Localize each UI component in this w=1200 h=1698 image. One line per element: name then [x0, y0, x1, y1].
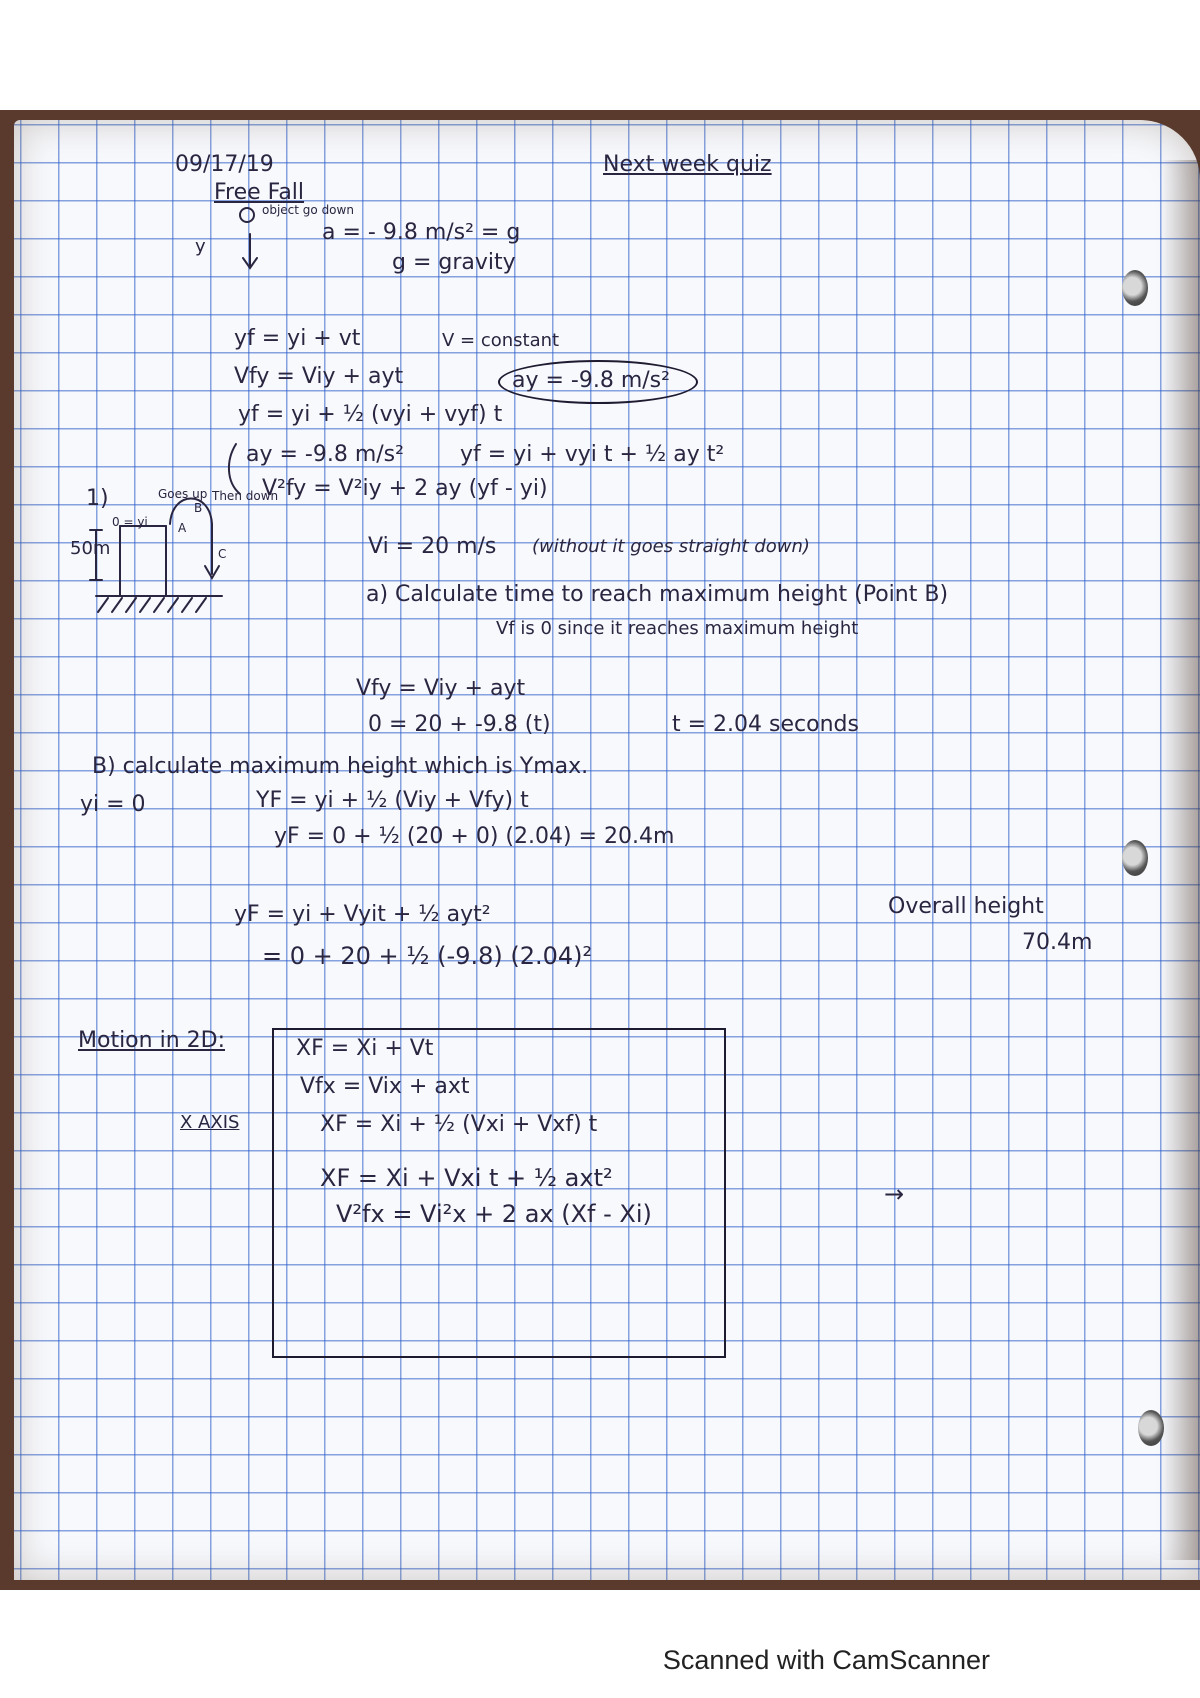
ground-hatching [98, 598, 206, 612]
objects-go-down-note: object go down [262, 203, 354, 217]
sketch-height: 50m [70, 538, 111, 559]
alternate-equation: yF = yi + Vyit + ½ ayt² [234, 902, 491, 927]
arrow-glyph: → [884, 1180, 905, 1208]
part-a-note: Vf is 0 since it reaches maximum height [496, 618, 859, 639]
equation-position-average-v: yf = yi + ½ (vyi + vyf) t [238, 402, 503, 427]
acceleration-definition: a = - 9.8 m/s² = g [322, 220, 521, 245]
equation-bracket [229, 444, 240, 494]
alternate-substitution: = 0 + 20 + ½ (-9.8) (2.04)² [262, 942, 593, 970]
part-a-question: a) Calculate time to reach maximum height (Point B) [366, 582, 949, 607]
overall-height-label: Overall height [888, 894, 1044, 919]
notebook-photo [0, 110, 1200, 1590]
x-equation-constant-v: XF = Xi + Vt [296, 1036, 434, 1061]
part-b-question: B) calculate maximum height which is Ymax. [92, 754, 589, 779]
y-axis-label: y [195, 236, 206, 257]
trajectory-arc [170, 499, 212, 575]
equation-position-accel: yf = yi + vyi t + ½ ay t² [460, 442, 725, 467]
hand-drawn-sketches [0, 110, 1200, 1590]
acceleration-value: ay = -9.8 m/s² [246, 442, 404, 467]
sketch-initial-position: 0 = yi [112, 515, 148, 529]
part-a-result: t = 2.04 seconds [672, 712, 859, 737]
sketch-point-b: B [194, 501, 203, 515]
free-fall-title: Free Fall [214, 180, 305, 205]
constant-velocity-note: V = constant [442, 330, 560, 351]
object-dot [240, 208, 254, 222]
gravity-definition: g = gravity [392, 250, 516, 275]
sketch-point-a: A [178, 521, 187, 535]
sketch-then-down: Then down [212, 489, 279, 503]
overall-height-value: 70.4m [1022, 930, 1093, 955]
x-equation-final-velocity: Vfx = Vix + axt [300, 1074, 470, 1099]
equation-position-constant-v: yf = yi + vt [234, 326, 361, 351]
quiz-note: Next week quiz [603, 152, 772, 177]
x-axis-label: X AXIS [180, 1112, 240, 1133]
yi-zero-note: yi = 0 [80, 792, 146, 817]
sketch-point-c: C [218, 547, 227, 561]
boxed-acceleration-value: ay = -9.8 m/s² [512, 368, 670, 393]
x-equation-velocity-squared: V²fx = Vi²x + 2 ax (Xf - Xi) [336, 1200, 652, 1228]
motion-2d-title: Motion in 2D: [78, 1028, 225, 1053]
scanner-watermark: Scanned with CamScanner [662, 1645, 990, 1675]
part-b-equation: YF = yi + ½ (Viy + Vfy) t [256, 788, 529, 813]
sketch-goes-up: Goes up [158, 487, 208, 501]
equation-final-velocity: Vfy = Viy + ayt [234, 364, 404, 389]
equation-velocity-squared: V²fy = V²iy + 2 ay (yf - yi) [262, 476, 548, 501]
initial-velocity: Vi = 20 m/s [368, 534, 497, 559]
part-a-substitution: 0 = 20 + -9.8 (t) [368, 712, 551, 737]
part-a-equation: Vfy = Viy + ayt [356, 676, 526, 701]
problem-number: 1) [86, 486, 109, 511]
part-b-result: yF = 0 + ½ (20 + 0) (2.04) = 20.4m [274, 824, 675, 849]
date: 09/17/19 [175, 152, 274, 177]
initial-velocity-note: (without it goes straight down) [532, 536, 810, 557]
x-equation-average-v: XF = Xi + ½ (Vxi + Vxf) t [320, 1112, 598, 1137]
x-equation-accel: XF = Xi + Vxi t + ½ axt² [320, 1164, 613, 1192]
